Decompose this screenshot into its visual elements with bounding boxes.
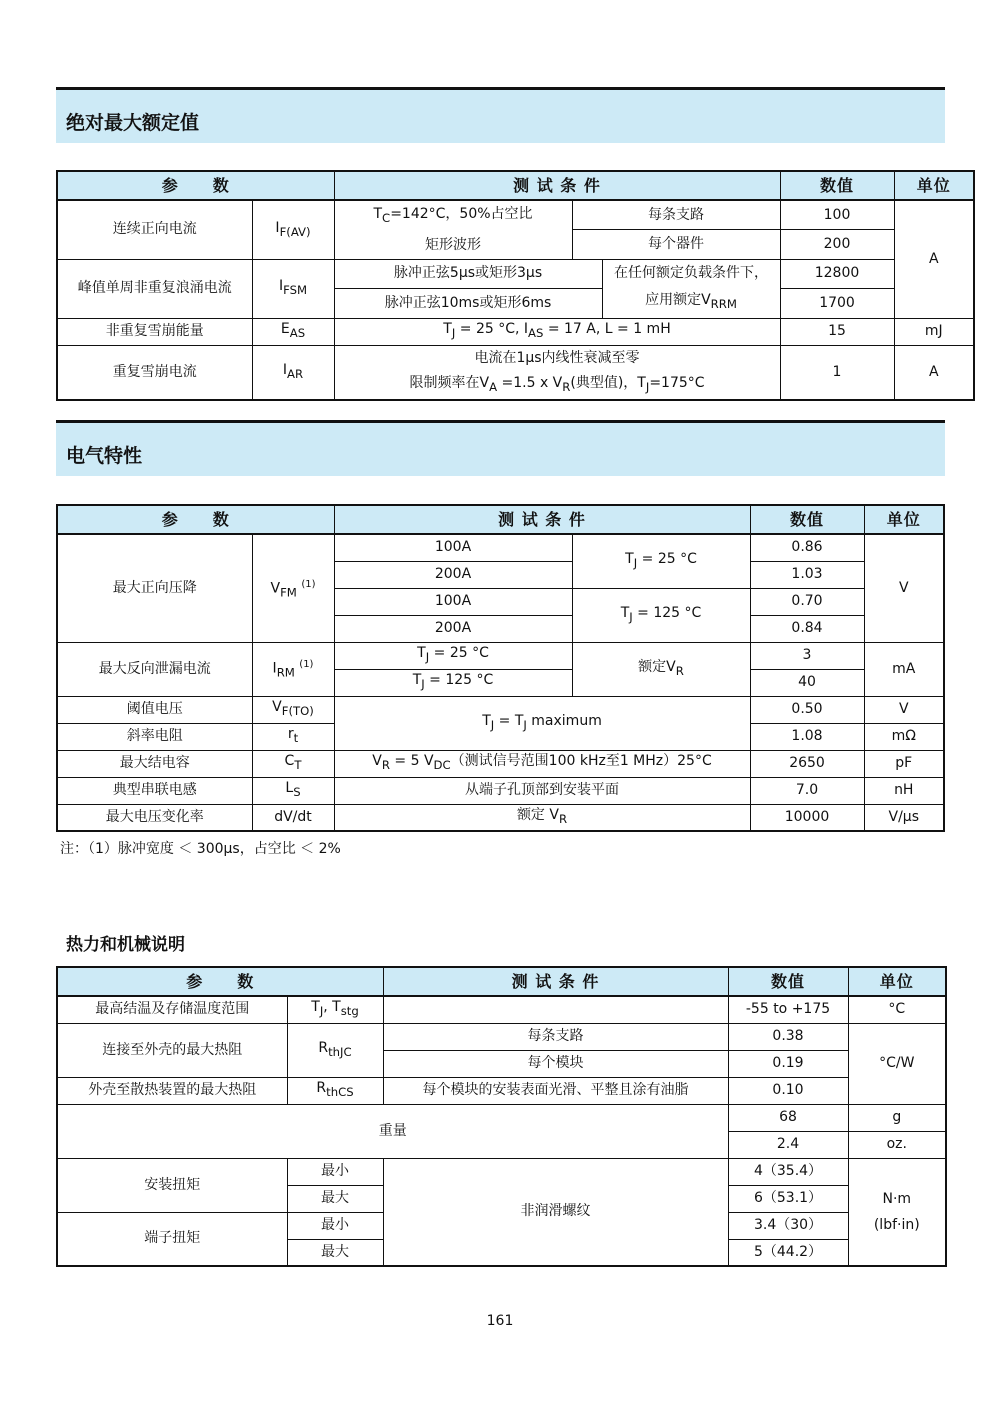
param-qualifier: 最大	[287, 1239, 383, 1266]
unit: °C/W	[848, 1023, 946, 1104]
param-symbol: $I_{FSM}$	[252, 259, 334, 318]
param-name: 重量	[57, 1104, 728, 1158]
param-name: 斜率电阻	[57, 723, 252, 750]
value: 1.03	[750, 561, 864, 588]
value: 1	[780, 345, 894, 400]
param-name: 最大正向压降	[57, 534, 252, 642]
condition: $T_C=142^\circ C$，50%占空比 矩形波形	[334, 200, 572, 259]
table-row	[57, 200, 974, 230]
value: 0.10	[728, 1077, 848, 1104]
value: 3	[750, 642, 864, 669]
param-name: 峰值单周非重复浪涌电流	[57, 259, 252, 318]
table-row	[57, 1023, 946, 1050]
condition: 100A	[334, 534, 572, 561]
condition-temp: $T_J = 25$ °C	[572, 534, 750, 588]
param-symbol: $I_{AR}$	[252, 345, 334, 400]
unit: nH	[864, 777, 944, 804]
param-name: 连续正向电流	[57, 200, 252, 259]
condition: 脉冲正弦10ms或矩形6ms	[334, 289, 602, 318]
section-title-thermal: 热力和机械说明	[66, 935, 185, 955]
unit: A	[894, 345, 974, 400]
param-name: 典型串联电感	[57, 777, 252, 804]
value: 0.50	[750, 696, 864, 723]
value: 4（35.4）	[728, 1158, 848, 1185]
unit: V/μs	[864, 804, 944, 831]
param-name: 最大反向泄漏电流	[57, 642, 252, 696]
value: 12800	[780, 259, 894, 288]
value: 15	[780, 318, 894, 345]
value: 3.4（30）	[728, 1212, 848, 1239]
condition: 200A	[334, 615, 572, 642]
value: 6（53.1）	[728, 1185, 848, 1212]
table-header-row	[57, 505, 944, 534]
condition: $T_J = 25$ °C, $I_{AS} = 17$ A, L = 1 mH	[334, 318, 780, 345]
param-name: 重复雪崩电流	[57, 345, 252, 400]
header-value: 数值	[780, 171, 894, 200]
unit: mΩ	[864, 723, 944, 750]
condition: $V_R = 5$ $V_{DC}$（测试信号范围100 kHz至1 MHz）25°C	[334, 750, 750, 777]
param-symbol: $R_{thJC}$	[287, 1023, 383, 1077]
header-unit: 单位	[848, 967, 946, 996]
param-name: 端子扭矩	[57, 1212, 287, 1266]
param-name: 最大结电容	[57, 750, 252, 777]
value: 10000	[750, 804, 864, 831]
param-symbol: dV/dt	[252, 804, 334, 831]
condition: 额定 $V_R$	[334, 804, 750, 831]
param-name: 最大电压变化率	[57, 804, 252, 831]
value: 0.86	[750, 534, 864, 561]
header-param: 参 数	[57, 967, 383, 996]
table-row	[57, 345, 974, 400]
thermal-mechanical-table	[56, 966, 947, 1267]
header-value: 数值	[728, 967, 848, 996]
header-unit: 单位	[894, 171, 974, 200]
condition: 脉冲正弦5μs或矩形3μs	[334, 259, 602, 288]
header-param: 参 数	[57, 171, 334, 200]
condition-device: 每个器件	[572, 230, 780, 260]
param-symbol: $I_{F(AV)}$	[252, 200, 334, 259]
param-symbol: $C_T$	[252, 750, 334, 777]
table-row	[57, 696, 944, 723]
unit: mJ	[894, 318, 974, 345]
value: 68	[728, 1104, 848, 1131]
table-row	[57, 996, 946, 1023]
value: 1700	[780, 289, 894, 318]
unit: g	[848, 1104, 946, 1131]
param-qualifier: 最大	[287, 1185, 383, 1212]
header-condition: 测 试 条 件	[334, 171, 780, 200]
table-header-row	[57, 967, 946, 996]
condition: 从端子孔顶部到安装平面	[334, 777, 750, 804]
param-symbol: $R_{thCS}$	[287, 1077, 383, 1104]
param-symbol: $I_{RM}$ $^{(1)}$	[252, 642, 334, 696]
param-symbol: $V_{F(TO)}$	[252, 696, 334, 723]
param-name: 安装扭矩	[57, 1158, 287, 1212]
header-value: 数值	[750, 505, 864, 534]
table-row	[57, 318, 974, 345]
value: 2650	[750, 750, 864, 777]
table-row	[57, 1077, 946, 1104]
section-title: 电气特性	[66, 445, 143, 467]
unit: °C	[848, 996, 946, 1023]
param-qualifier: 最小	[287, 1212, 383, 1239]
condition: 每个模块的安装表面光滑、平整且涂有油脂	[383, 1077, 728, 1104]
value: 100	[780, 200, 894, 230]
value: 200	[780, 230, 894, 260]
electrical-characteristics-table	[56, 504, 945, 832]
param-name: 外壳至散热装置的最大热阻	[57, 1077, 287, 1104]
header-unit: 单位	[864, 505, 944, 534]
unit: oz.	[848, 1131, 946, 1158]
section-header-absolute-ratings	[56, 87, 945, 143]
unit: A	[894, 200, 974, 318]
table-row	[57, 1104, 946, 1131]
param-name: 连接至外壳的最大热阻	[57, 1023, 287, 1077]
value: 1.08	[750, 723, 864, 750]
param-symbol: $T_J$, $T_{stg}$	[287, 996, 383, 1023]
header-condition: 测 试 条 件	[334, 505, 750, 534]
unit: N·m (lbf·in)	[848, 1158, 946, 1266]
param-symbol: $V_{FM}$ $^{(1)}$	[252, 534, 334, 642]
value: 40	[750, 669, 864, 696]
table-row	[57, 642, 944, 669]
condition: 每个模块	[383, 1050, 728, 1077]
absolute-ratings-table	[56, 170, 975, 401]
condition: 在任何额定负载条件下， 应用额定$V_{RRM}$	[602, 259, 780, 318]
page-number: 161	[486, 1313, 514, 1329]
condition-temp: $T_J = 25$ °C	[334, 642, 572, 669]
param-symbol: $L_S$	[252, 777, 334, 804]
condition: 非润滑螺纹	[383, 1158, 728, 1266]
value: 5（44.2）	[728, 1239, 848, 1266]
value: -55 to +175	[728, 996, 848, 1023]
value: 0.19	[728, 1050, 848, 1077]
unit: mA	[864, 642, 944, 696]
condition	[383, 996, 728, 1023]
param-name: 阈值电压	[57, 696, 252, 723]
condition: 额定$V_R$	[572, 642, 750, 696]
table-header-row	[57, 171, 974, 200]
condition: 电流在1μs内线性衰减至零 限制频率在$V_A =1.5$ x $V_R$(典型值)，$T_J=175^\circ C$	[334, 345, 780, 400]
param-name: 最高结温及存储温度范围	[57, 996, 287, 1023]
unit: V	[864, 534, 944, 642]
value: 0.70	[750, 588, 864, 615]
condition-branch: 每条支路	[572, 200, 780, 230]
unit: V	[864, 696, 944, 723]
value: 7.0	[750, 777, 864, 804]
value: 0.38	[728, 1023, 848, 1050]
table-row	[57, 534, 944, 561]
condition-temp: $T_J = 125$ °C	[572, 588, 750, 642]
value: 2.4	[728, 1131, 848, 1158]
param-symbol: $E_{AS}$	[252, 318, 334, 345]
param-name: 非重复雪崩能量	[57, 318, 252, 345]
param-qualifier: 最小	[287, 1158, 383, 1185]
condition: 100A	[334, 588, 572, 615]
param-symbol: $r_t$	[252, 723, 334, 750]
footnote: 注：（1）脉冲宽度 ＜ 300μs，占空比 ＜ 2%	[60, 841, 341, 857]
table-row	[57, 1158, 946, 1185]
condition-temp: $T_J = 125$ °C	[334, 669, 572, 696]
header-param: 参 数	[57, 505, 334, 534]
section-title: 绝对最大额定值	[66, 112, 200, 134]
table-row	[57, 259, 974, 288]
table-row	[57, 750, 944, 777]
condition: 200A	[334, 561, 572, 588]
condition: $T_J = T_J$ maximum	[334, 696, 750, 750]
table-row	[57, 777, 944, 804]
condition: 每条支路	[383, 1023, 728, 1050]
section-header-electrical	[56, 420, 945, 476]
table-row	[57, 804, 944, 831]
value: 0.84	[750, 615, 864, 642]
header-condition: 测 试 条 件	[383, 967, 728, 996]
unit: pF	[864, 750, 944, 777]
